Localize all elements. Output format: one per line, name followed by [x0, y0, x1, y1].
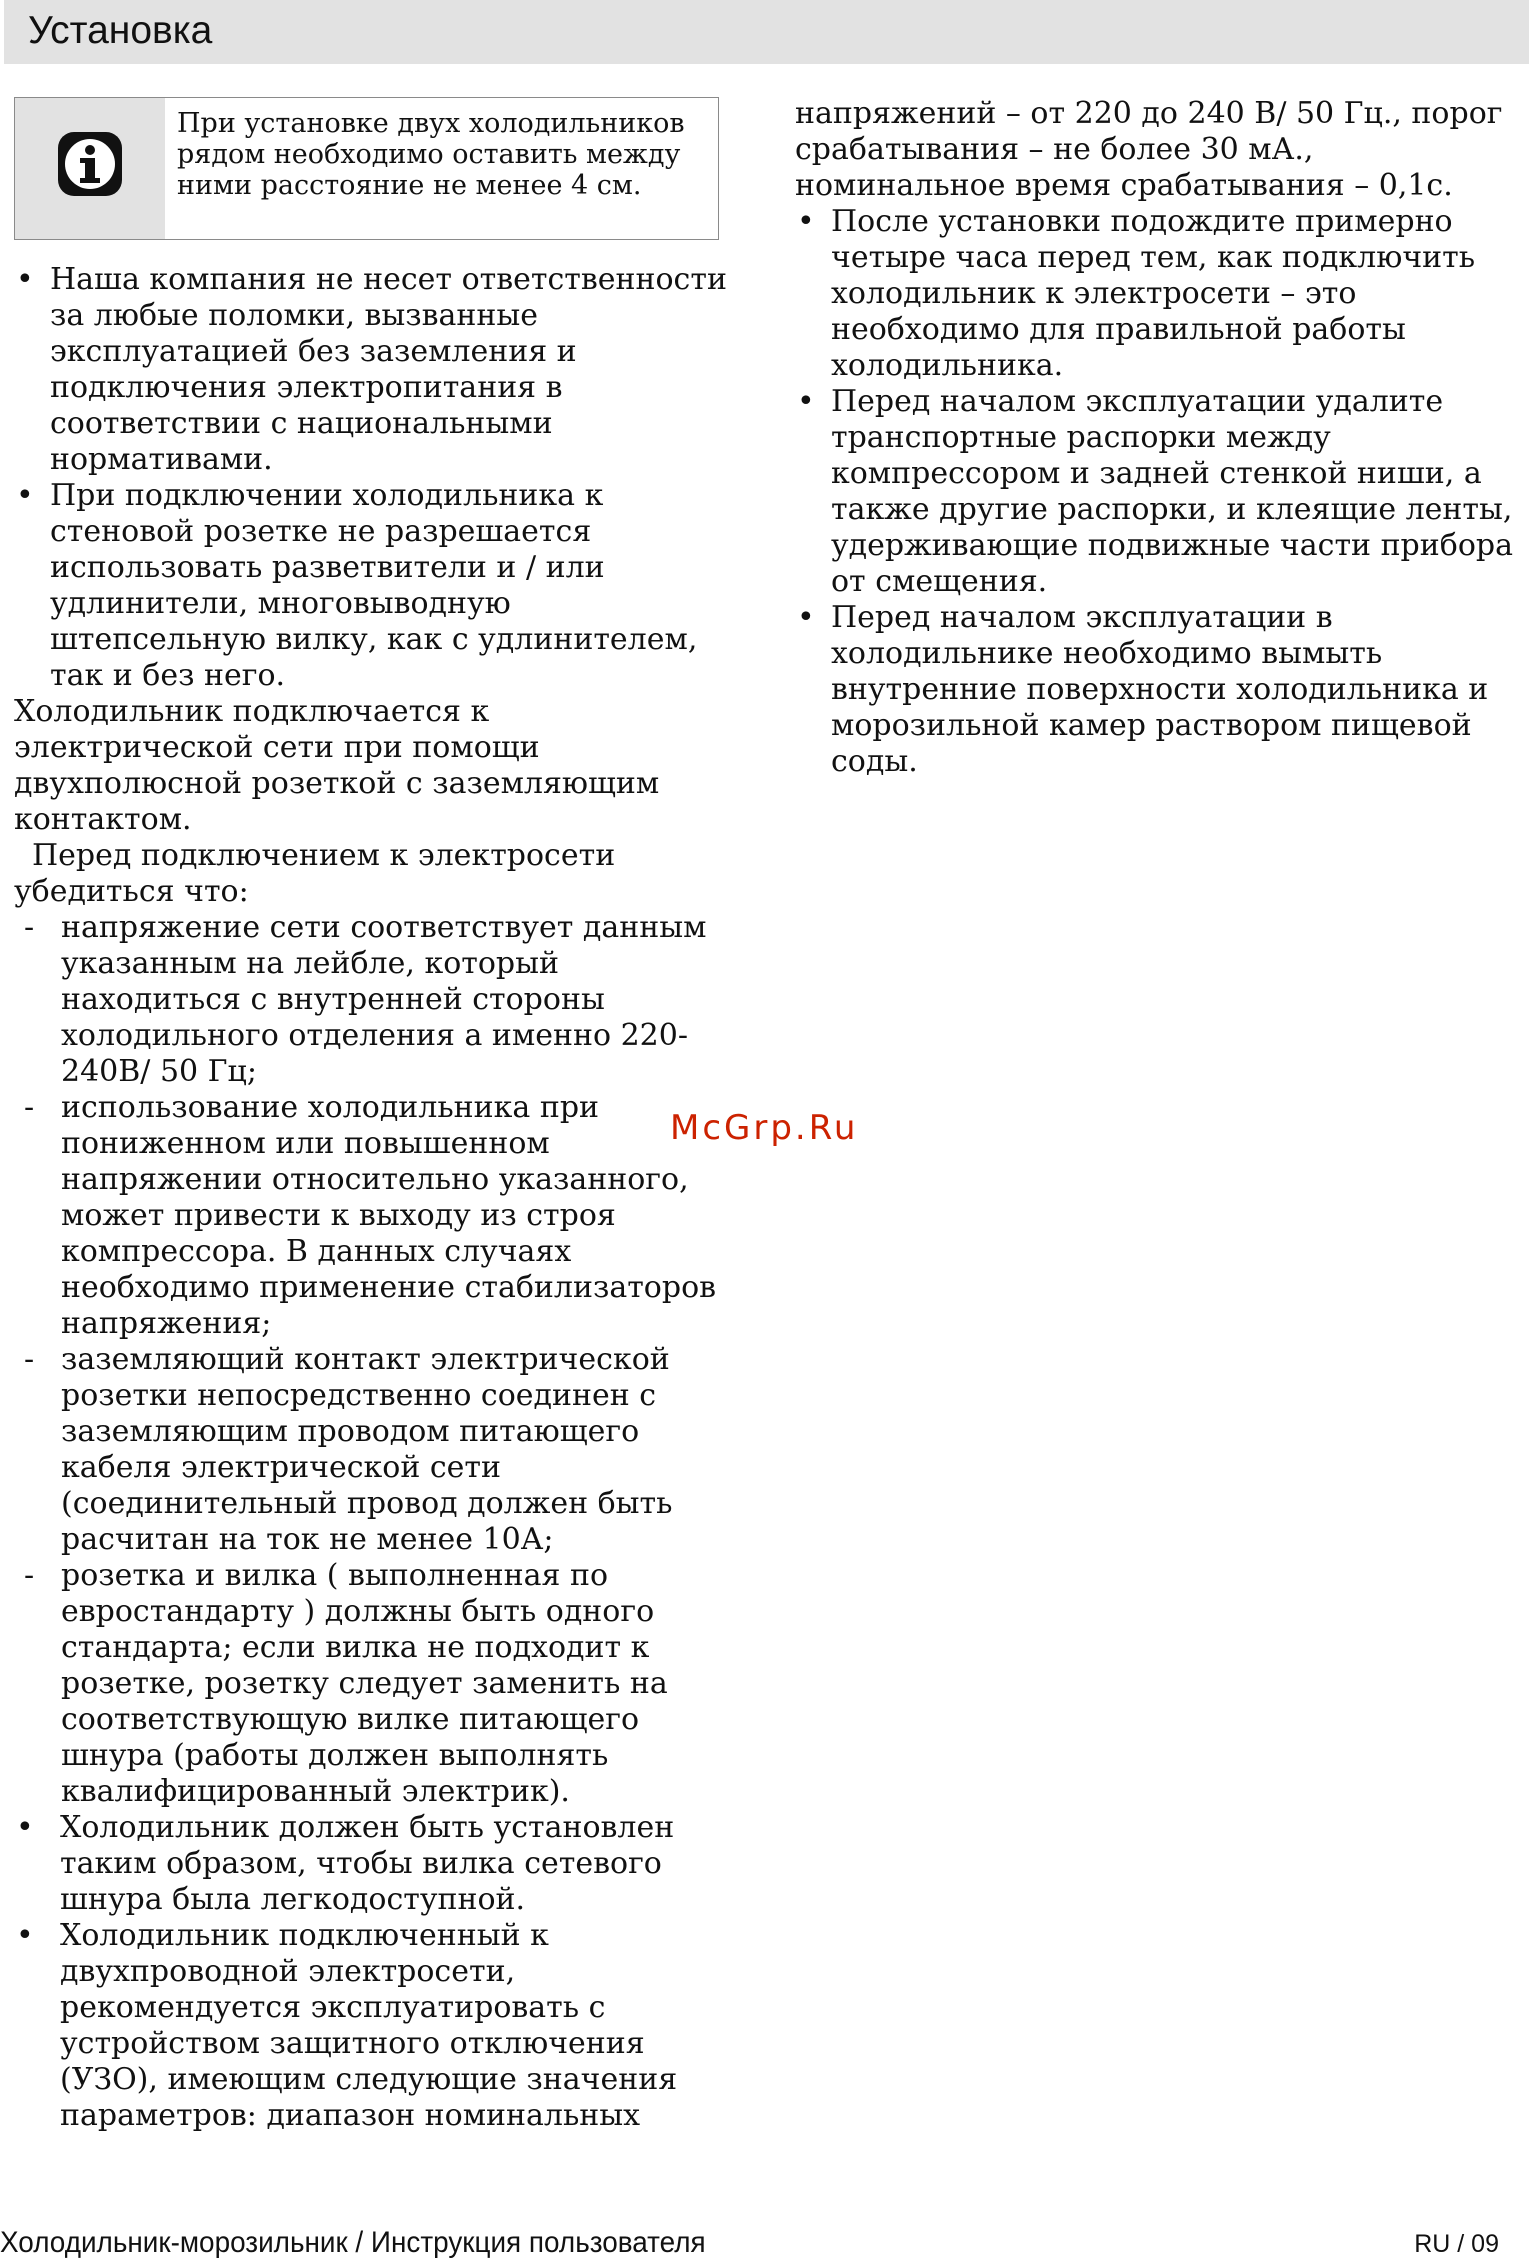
dash-item-text: розетка и вилка ( выполненная по евростандарту ) должны быть одного стандарта; если вилка не подходит к розетке, розетку следует заменить на соответствующую вилке питающего шнура (работы должен выполнять квалифицированный электрик). [61, 1558, 668, 1809]
dash-item [14, 1090, 734, 1342]
bullet-mark: • [797, 384, 815, 419]
dash-item-text: заземляющий контакт электрической розетки непосредственно соединен с заземляющим проводом питающего кабеля электрической сети (соединительный провод должен быть расчитан на ток не менее 10А; [61, 1342, 673, 1557]
section-title: Установка [28, 9, 213, 52]
list-item [14, 262, 734, 478]
list-item-text: После установки подождите примерно четыре часа перед тем, как подключить холодильник к электросети – это необходимо для правильной работы холодильника. [831, 204, 1476, 383]
page-number: RU / 09 [1414, 2230, 1499, 2258]
footer-title: Холодильник-морозильник / Инструкция пользователя [0, 2226, 706, 2259]
note-text: При установке двух холодильников рядом необходимо оставить между ними расстояние не менее 4 см. [177, 108, 685, 201]
dash-mark: - [24, 1558, 35, 1593]
bullet-mark: • [16, 1918, 34, 1953]
list-item [795, 384, 1525, 600]
list-item [14, 1810, 734, 1918]
dash-mark: - [24, 910, 35, 945]
bullet-mark: • [16, 262, 34, 297]
dash-mark: - [24, 1342, 35, 1377]
list-item-text: Холодильник должен быть установлен таким образом, чтобы вилка сетевого шнура была легкодоступной. [60, 1810, 675, 1917]
info-note [14, 97, 719, 240]
list-item [14, 478, 734, 694]
list-item [795, 600, 1525, 780]
watermark: McGrp.Ru [670, 1108, 859, 1148]
paragraph: Холодильник подключается к электрической сети при помощи двухполюсной розеткой с заземляющим контактом. [14, 694, 660, 837]
list-item [795, 204, 1525, 384]
bullet-mark: • [16, 1810, 34, 1845]
paragraph: Перед подключением к электросети убедиться что: [14, 838, 616, 909]
left-column [14, 262, 734, 2134]
dash-item-text: напряжение сети соответствует данным указанным на лейбле, который находиться с внутренней стороны холодильного отделения а именно 220-240В/ 50 Гц; [61, 910, 707, 1089]
bullet-mark: • [797, 600, 815, 635]
list-item-text: Наша компания не несет ответственности за любые поломки, вызванные эксплуатацией без заземления и подключения электропитания в соответствии с национальными нормативами. [50, 262, 727, 477]
dash-item-text: использование холодильника при пониженном или повышенном напряжении относительно указанного, может привести к выходу из строя компрессора. В данных случаях необходимо применение стабилизаторов напряжения; [61, 1090, 717, 1341]
dash-item [14, 1558, 734, 1810]
list-item-text: Холодильник подключенный к двухпроводной электросети, рекомендуется эксплуатировать с устройством защитного отключения (УЗО), имеющим следующие значения параметров: диапазон номинальных [60, 1918, 678, 2133]
list-item-text: Перед началом эксплуатации в холодильнике необходимо вымыть внутренние поверхности холодильника и морозильной камер раствором пищевой соды. [831, 600, 1489, 779]
right-column [795, 96, 1525, 780]
dash-mark: - [24, 1090, 35, 1125]
list-item [14, 1918, 734, 2134]
bullet-mark: • [16, 478, 34, 513]
bullet-mark: • [797, 204, 815, 239]
dash-item [14, 1342, 734, 1558]
info-icon-cell [15, 98, 165, 239]
list-item-text: Перед началом эксплуатации удалите транспортные распорки между компрессором и задней стенкой ниши, а также другие распорки, и клеящие ленты, удерживающие подвижные части прибора от смещения. [831, 384, 1513, 599]
paragraph-continuation: напряжений – от 220 до 240 В/ 50 Гц., порог срабатывания – не более 30 мА., номинальное время срабатывания – 0,1с. [795, 96, 1503, 203]
list-item-text: При подключении холодильника к стеновой розетке не разрешается использовать разветвители и / или удлинители, многовыводную штепсельную вилку, как с удлинителем, так и без него. [50, 478, 698, 693]
section-header [4, 0, 1529, 64]
dash-item [14, 910, 734, 1090]
info-icon [58, 132, 122, 196]
